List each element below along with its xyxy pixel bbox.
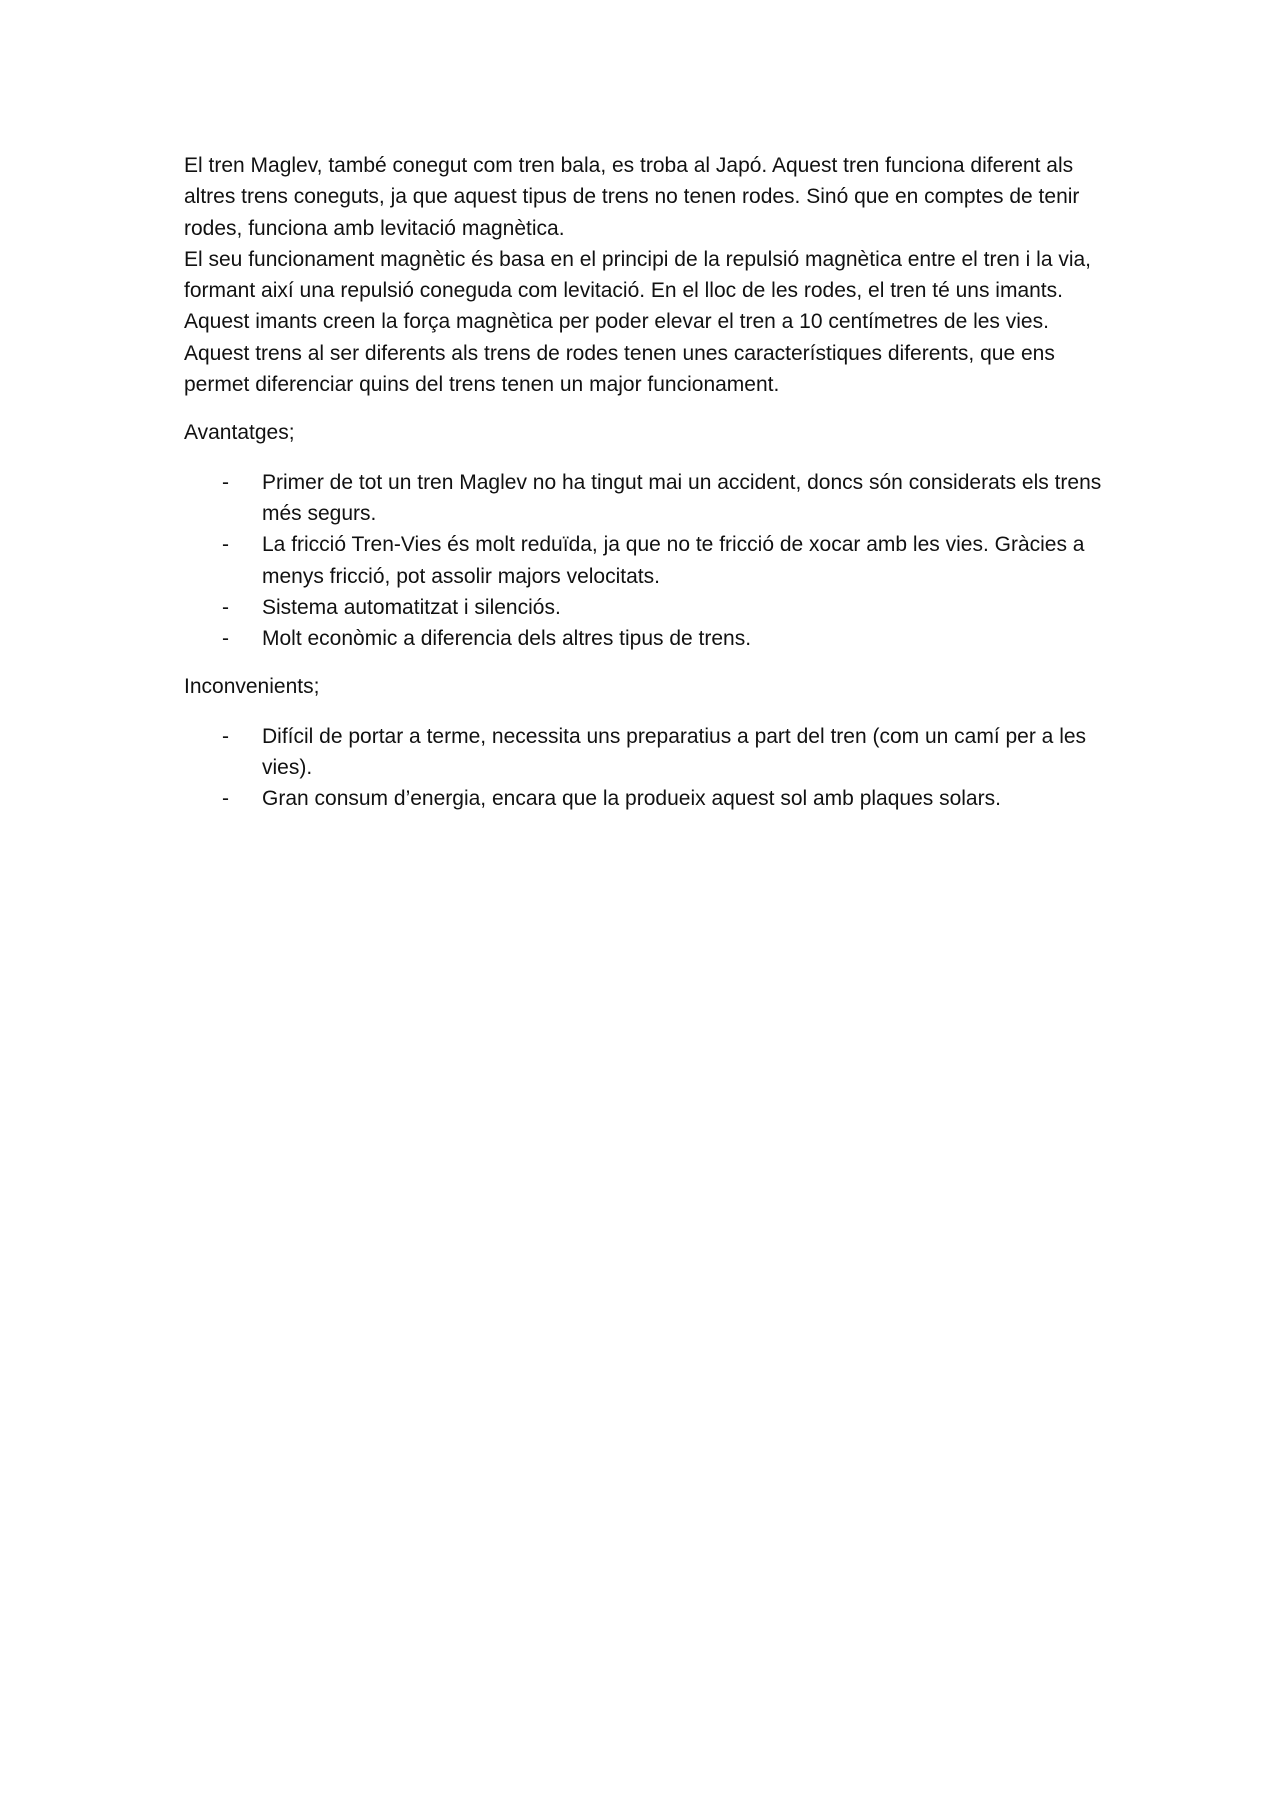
list-item-text: Difícil de portar a terme, necessita uns preparatius a part del tren (com un camí per a les vies).	[262, 724, 1087, 780]
list-item	[184, 623, 1104, 654]
intro-paragraph-2: El seu funcionament magnètic és basa en el principi de la repulsió magnètica entre el tren i la via, formant així una repulsió coneguda com levitació. En el lloc de les rodes, el tren té uns imants. Aquest imants creen la força magnètica per poder elevar el tren a 10 centímetres de les vies.	[184, 247, 1092, 334]
list-item	[184, 783, 1104, 814]
advantages-list	[184, 467, 1104, 655]
dash-bullet: -	[222, 787, 229, 811]
list-item-text: Gran consum d’energia, encara que la produeix aquest sol amb plaques solars.	[262, 787, 1001, 811]
intro-paragraph-3: Aquest trens al ser diferents als trens de rodes tenen unes característiques diferents, que ens permet diferenciar quins del trens tenen un major funcionament.	[184, 341, 1055, 397]
disadvantages-list	[184, 721, 1104, 815]
list-item-text: Sistema automatitzat i silenciós.	[262, 595, 561, 619]
advantages-heading: Avantatges;	[184, 421, 295, 445]
dash-bullet: -	[222, 627, 229, 651]
dash-bullet: -	[222, 595, 229, 619]
list-item-text: Primer de tot un tren Maglev no ha tingut mai un accident, doncs són considerats els trens més segurs.	[262, 470, 1102, 525]
intro-paragraph-1: El tren Maglev, també conegut com tren bala, es troba al Japó. Aquest tren funciona diferent als altres trens coneguts, ja que aquest tipus de trens no tenen rodes. Sinó que en comptes de tenir rodes, funciona amb levitació magnètica.	[184, 154, 1080, 240]
dash-bullet: -	[222, 724, 229, 748]
list-item-text: La fricció Tren-Vies és molt reduïda, ja que no te fricció de xocar amb les vies. Gràcies a menys fricció, pot assolir majors velocitats.	[262, 533, 1085, 588]
list-item	[184, 529, 1104, 592]
list-item	[184, 592, 1104, 623]
list-item	[184, 467, 1104, 530]
list-item	[184, 721, 1104, 784]
dash-bullet: -	[222, 470, 229, 494]
list-item-text: Molt econòmic a diferencia dels altres tipus de trens.	[262, 627, 752, 651]
disadvantages-heading: Inconvenients;	[184, 675, 320, 699]
dash-bullet: -	[222, 533, 229, 557]
document-body	[184, 150, 1104, 815]
